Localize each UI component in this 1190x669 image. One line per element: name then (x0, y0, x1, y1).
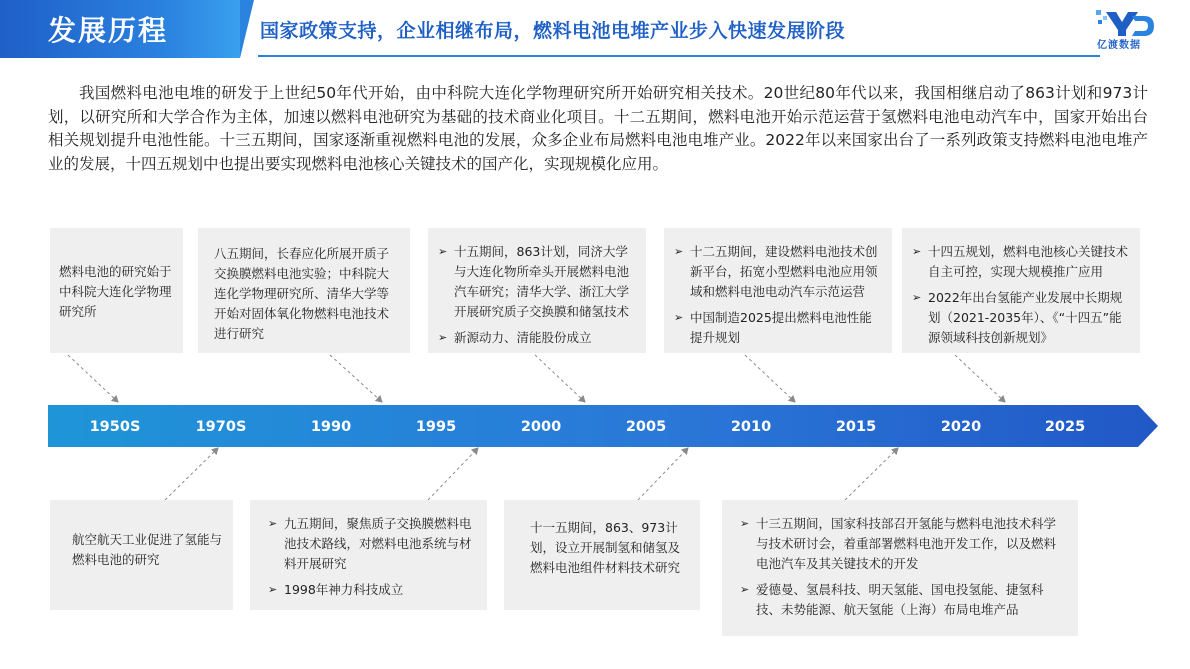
event-text: 燃料电池的研究始于中科院大连化学物理研究所 (59, 264, 172, 319)
event-box-1950s (50, 228, 183, 353)
bullet-arrow-icon: ➢ (268, 517, 278, 530)
year-label: 2015 (835, 419, 877, 435)
event-box-1995 (250, 500, 487, 610)
event-text: 航空航天工业促进了氢能与燃料电池的研究 (72, 532, 223, 567)
connector-bottom-1970s (165, 448, 218, 500)
bullet-arrow-icon: ➢ (674, 311, 684, 324)
year-label: 2005 (625, 419, 667, 435)
event-box-2015 (722, 500, 1078, 636)
event-box-1990 (198, 228, 410, 353)
event-list-item: ➢ 2022年出台氢能产业发展中长期规划（2021-2035年）、《“十四五”能源领域科技创新规划》 (912, 290, 1123, 345)
connector-top-1990 (330, 355, 382, 402)
year-label: 1950S (89, 419, 141, 435)
event-list-item: ➢ 中国制造2025提出燃料电池性能提升规划 (674, 310, 872, 345)
event-box-2010 (664, 228, 892, 353)
event-box-2000 (428, 228, 646, 353)
logo-text: 亿渡数据 (1097, 40, 1141, 51)
bullet-arrow-icon: ➢ (740, 517, 750, 530)
page-subtitle: 国家政策支持，企业相继布局，燃料电池电堆产业步入快速发展阶段 (260, 20, 846, 42)
bullet-arrow-icon: ➢ (912, 291, 922, 304)
year-label: 2025 (1044, 419, 1086, 435)
event-text: 十一五期间，863、973计划，设立开展制氢和储氢及燃料电池组件材料技术研究 (530, 520, 681, 575)
connector-top-1950s (68, 355, 118, 402)
event-box-2005 (504, 500, 700, 610)
event-box-1970s (50, 500, 233, 610)
year-label: 1990 (310, 419, 352, 435)
bullet-arrow-icon: ➢ (912, 245, 922, 258)
bullet-arrow-icon: ➢ (438, 331, 448, 344)
year-label: 1995 (415, 419, 457, 435)
event-list-item: ➢ 1998年神力科技成立 (268, 580, 477, 600)
bullet-arrow-icon: ➢ (740, 583, 750, 596)
event-list-item: ➢ 九五期间，聚焦质子交换膜燃料电池技术路线，对燃料电池系统与材料开展研究 (268, 516, 472, 571)
event-list-item: ➢ 新源动力、清能股份成立 (438, 328, 638, 348)
connector-bottom-2015 (845, 448, 898, 500)
year-label: 1970S (195, 419, 247, 435)
connector-bottom-2005 (638, 448, 688, 500)
event-list-item: ➢ 十三五期间，国家科技部召开氢能与燃料电池技术科学与技术研讨会，着重部署燃料电池开发工作，以及燃料电池汽车及其关键技术的开发 (740, 516, 1057, 571)
connector-bottom-1995 (428, 448, 478, 500)
connector-top-2010 (745, 355, 795, 402)
event-list-item: ➢ 十二五期间，建设燃料电池技术创新平台，拓宽小型燃料电池应用领域和燃料电池电动汽车示范运营 (674, 244, 878, 299)
connector-top-2000 (535, 355, 585, 402)
event-box-2020 (902, 228, 1140, 353)
bullet-arrow-icon: ➢ (268, 583, 278, 596)
bullet-arrow-icon: ➢ (438, 245, 448, 258)
event-text: 八五期间，长春应化所展开质子交换膜燃料电池实验；中科院大连化学物理研究所、清华大学等开始对固体氧化物燃料电池技术进行研究 (214, 246, 390, 341)
year-label: 2000 (520, 419, 562, 435)
bullet-arrow-icon: ➢ (674, 245, 684, 258)
page-title: 发展历程 (48, 14, 169, 47)
year-label: 2010 (730, 419, 772, 435)
event-list-item: ➢ 爱德曼、氢晨科技、明天氢能、国电投氢能、捷氢科技、未势能源、航天氢能（上海）布局电堆产品 (740, 582, 1044, 617)
connector-top-2020 (955, 355, 1005, 402)
event-list-item: ➢ 十五期间，863计划，同济大学与大连化物所牵头开展燃料电池汽车研究；清华大学、浙江大学开展研究质子交换膜和储氢技术 (438, 244, 630, 319)
year-label: 2020 (940, 419, 982, 435)
event-list-item: ➢ 十四五规划，燃料电池核心关键技术自主可控，实现大规模推广应用 (912, 244, 1129, 279)
intro-paragraph: 我国燃料电池电堆的研发于上世纪50年代开始，由中科院大连化学物理研究所开始研究相关技术。20世纪80年代以来，我国相继启动了863计划和973计划，以研究所和大学合作为主体，加速以燃料电池研究为基础的技术商业化项目。十二五期间，燃料电池开始示范运营于氢燃料电池电动汽车中，国家开始出台相关规划提升电池性能。十三五期间，国家逐渐重视燃料电池的发展，众多企业布局燃料电池电堆产业。2022年以来国家出台了一系列政策支持燃料电池电堆产业的发展，十四五规划中也提出要实现燃料电池核心关键技术的国产化，实现规模化应用。 (48, 84, 1148, 173)
